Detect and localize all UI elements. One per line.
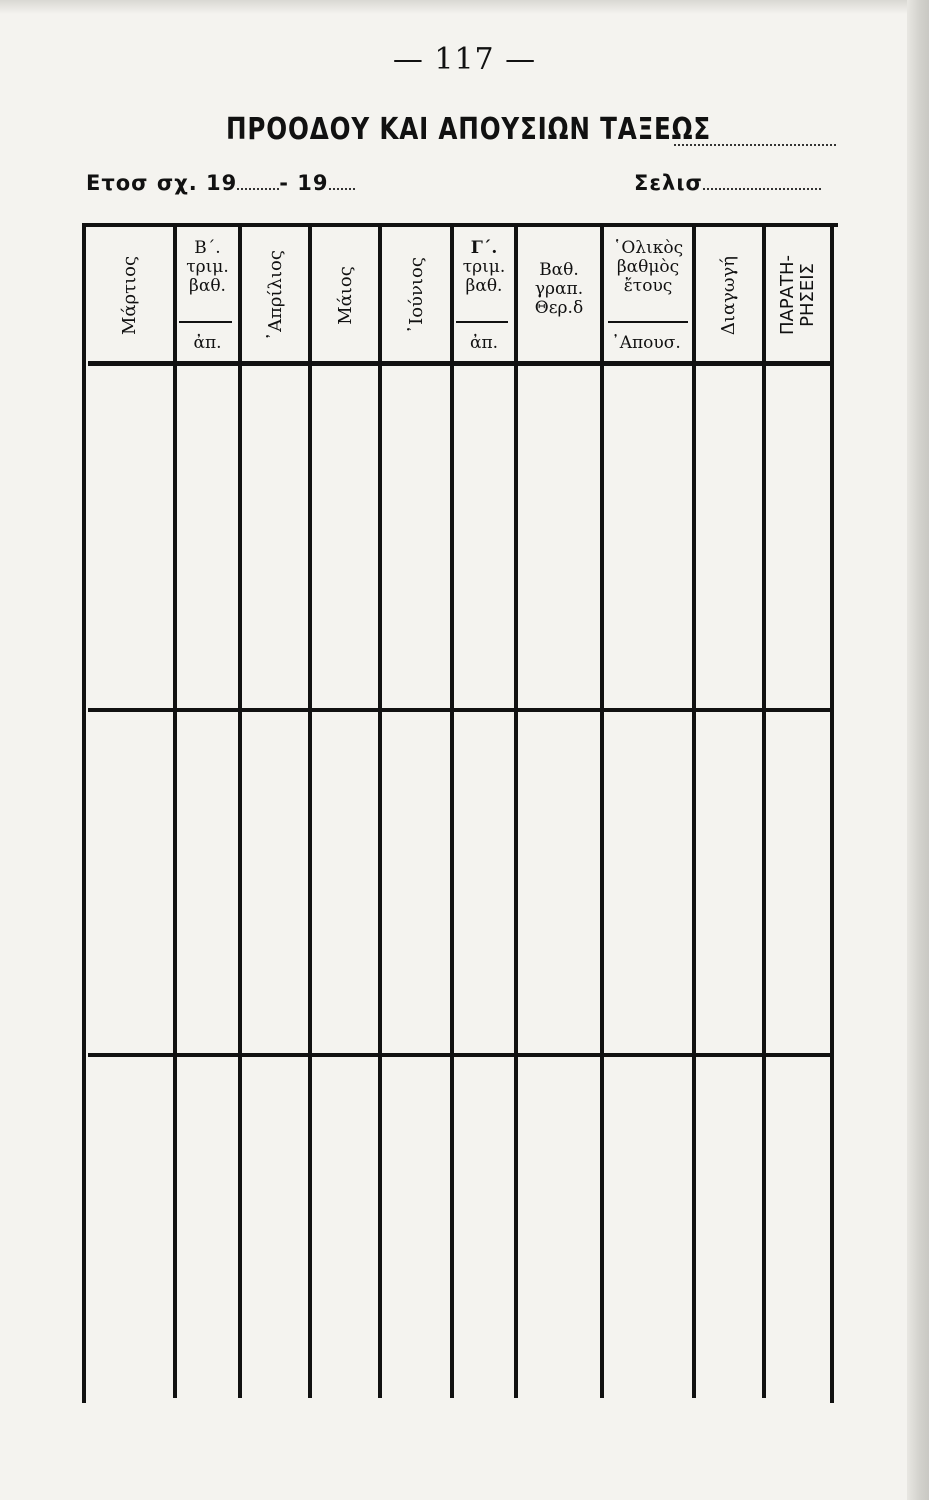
column-rule	[762, 223, 766, 1398]
year-end-blank	[329, 172, 355, 190]
year-separator: - 19	[279, 171, 329, 195]
header-second-term	[177, 239, 238, 296]
third-term-label: τριμ.	[462, 257, 506, 277]
header-may-label: Μάιος	[334, 265, 356, 325]
header-march	[86, 233, 173, 357]
header-written-grade	[518, 261, 600, 318]
row-divider	[88, 1053, 830, 1057]
written-grade-label: Βαθ.	[539, 260, 579, 280]
header-may	[312, 233, 378, 357]
section-blank	[703, 172, 821, 190]
column-rule	[308, 223, 312, 1398]
second-term-label: βαθ.	[189, 276, 226, 296]
overall-grade-label: βαθμὸς	[616, 257, 680, 277]
header-march-label: Μάρτιος	[118, 255, 140, 335]
column-rule	[82, 223, 86, 1403]
column-rule	[600, 223, 604, 1398]
written-grade-label: Θερ.δ	[534, 298, 584, 318]
header-third-term	[454, 239, 514, 296]
page-right-edge	[907, 0, 929, 1500]
title-fill-line	[674, 144, 836, 146]
page-top-edge	[0, 0, 929, 14]
column-rule	[514, 223, 518, 1398]
header-april	[242, 233, 308, 357]
header-remarks	[766, 233, 830, 357]
third-term-label: βαθ.	[465, 276, 503, 296]
page-number: — 117 —	[392, 42, 537, 77]
row-divider	[88, 708, 830, 712]
year-label: Ετοσ σχ. 19	[86, 171, 238, 195]
written-grade-label: γραπ.	[534, 279, 584, 299]
section-label: Σελισ	[634, 171, 703, 195]
remarks-label: ΠΑΡΑΤΗ-	[777, 254, 799, 336]
header-conduct-label: Διαγωγή	[718, 255, 740, 335]
school-year-field	[86, 171, 355, 195]
second-term-label: τριμ.	[186, 257, 229, 277]
header-conduct	[696, 233, 762, 357]
page-title: ΠΡΟΟΔΟΥ ΚΑΙ ΑΠΟΥΣΙΩΝ ΤΑΞΕΩΣ	[226, 112, 711, 147]
third-term-absences: ἀπ.	[469, 333, 499, 353]
column-rule	[692, 223, 696, 1398]
section-field	[634, 171, 821, 195]
header-overall-grade	[604, 239, 692, 296]
table-top-rule	[82, 223, 838, 227]
header-bottom-rule	[88, 361, 830, 366]
column-rule	[450, 223, 454, 1398]
header-sub-rule	[608, 321, 688, 323]
remarks-label: ΡΗΣΕΙΣ	[797, 263, 819, 327]
overall-absences: ᾿Απουσ.	[611, 333, 681, 353]
header-june-label: ᾿Ιούνιος	[405, 256, 427, 334]
second-term-label: Β΄.	[194, 238, 221, 258]
header-sub-rule	[179, 321, 232, 323]
column-rule	[238, 223, 242, 1398]
second-term-absences: ἀπ.	[193, 333, 222, 353]
column-rule	[173, 223, 177, 1398]
third-term-label: Γ΄.	[470, 238, 498, 258]
overall-grade-label: ῾Ολικὸς	[612, 238, 684, 258]
progress-absence-table	[82, 223, 838, 1403]
column-rule	[378, 223, 382, 1398]
header-sub-rule	[456, 321, 508, 323]
header-june	[382, 233, 450, 357]
overall-grade-label: ἔτους	[623, 276, 673, 296]
header-april-label: ᾿Απρίλιος	[264, 249, 286, 341]
header-remarks-label	[778, 255, 818, 335]
column-rule	[830, 223, 834, 1403]
year-start-blank	[237, 172, 279, 190]
